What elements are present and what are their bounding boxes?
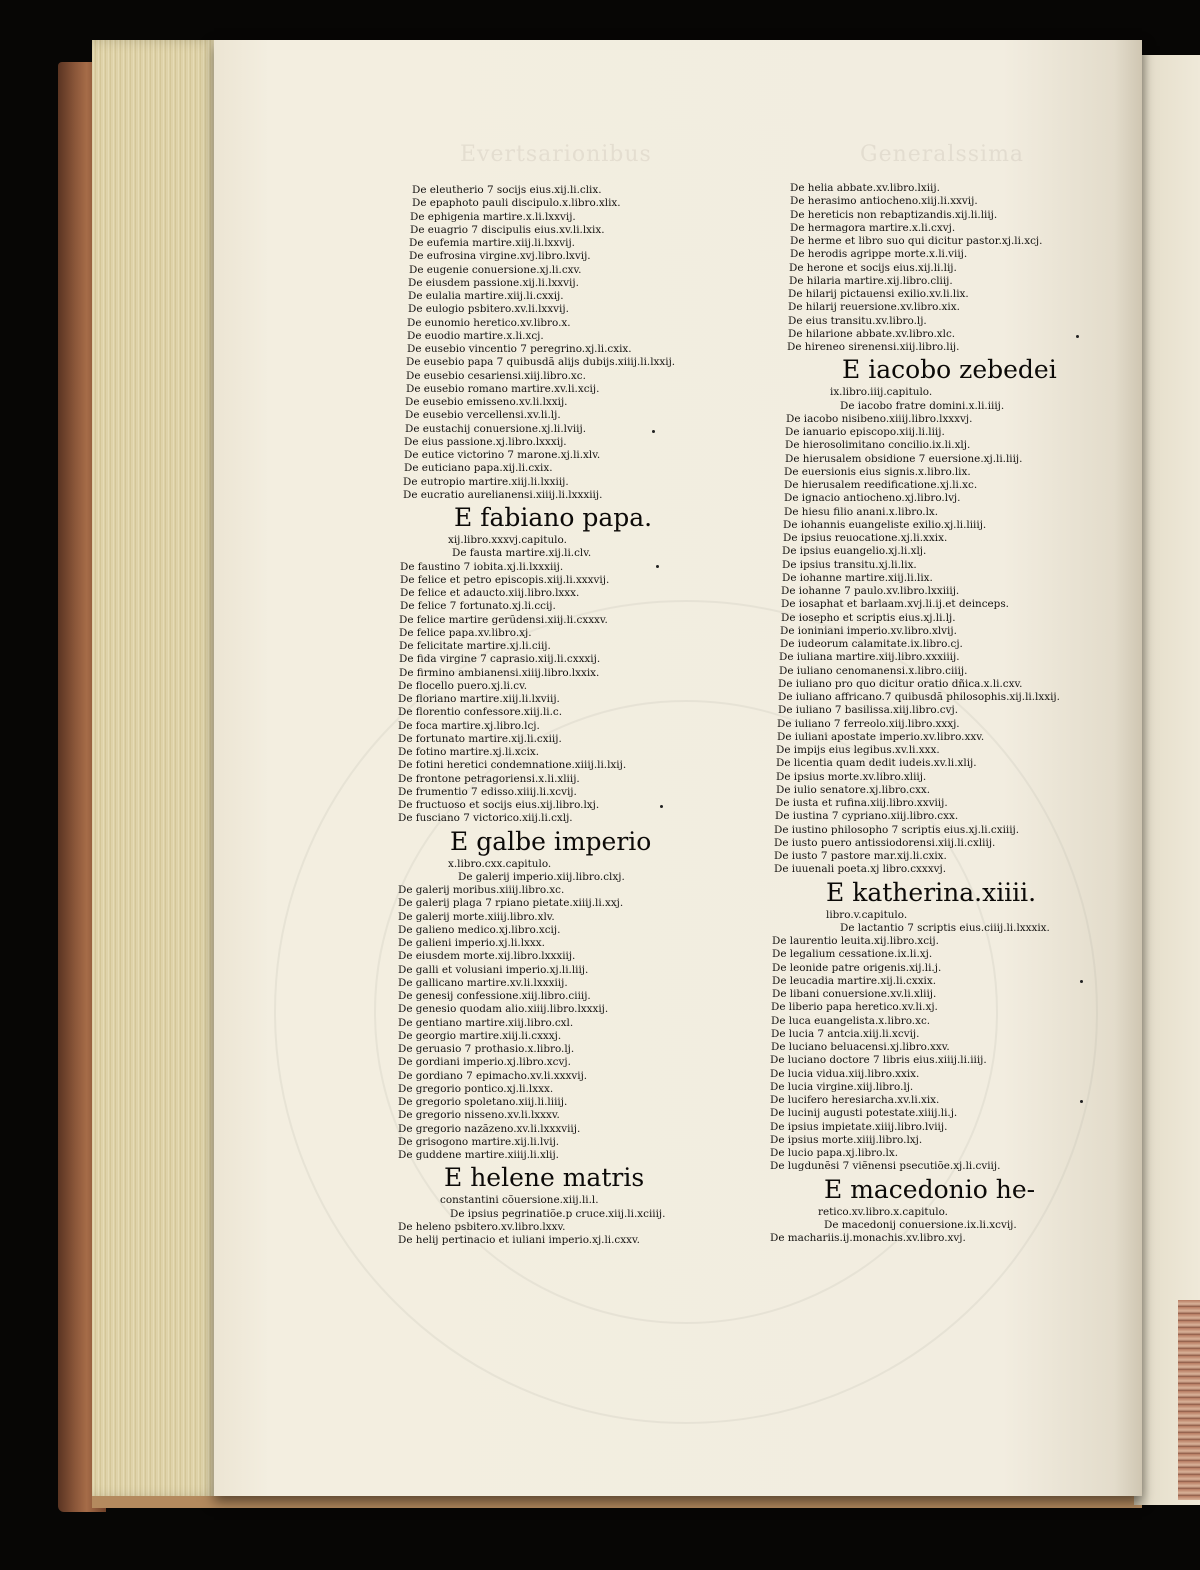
section-heading: E katherina.xiiii. <box>826 877 1037 907</box>
index-entry: De iudeorum calamitate.ix.libro.cj. <box>780 638 963 650</box>
index-entry: De iohanne 7 paulo.xv.libro.lxxiiij. <box>781 585 960 597</box>
section-heading: E galbe imperio <box>450 826 652 856</box>
index-entry: De iuliano cenomanensi.x.libro.ciiij. <box>779 664 968 677</box>
index-entry: De lucia vidua.xiij.libro.xxix. <box>770 1067 920 1080</box>
index-entry: De iacobo nisibeno.xiiij.libro.lxxxvj. <box>786 412 973 425</box>
index-entry: De gregorio spoletano.xiij.li.liiij. <box>398 1096 568 1108</box>
index-entry: De impijs eius legibus.xv.li.xxx. <box>776 744 940 756</box>
index-entry: De iohanne martire.xiij.li.lix. <box>782 571 933 584</box>
index-entry: De felicitate martire.xj.li.ciij. <box>399 640 551 652</box>
index-entry: De hilarione abbate.xv.libro.xlc. <box>788 327 956 340</box>
index-entry: De herasimo antiocheno.xiij.li.xxvij. <box>790 195 978 208</box>
index-entry: De ignacio antiocheno.xj.libro.lvj. <box>784 492 961 505</box>
index-entry: De iusto 7 pastore mar.xij.li.cxix. <box>774 850 947 862</box>
index-entry: De iustina 7 cypriano.xiij.libro.cxx. <box>775 810 959 823</box>
section-subheading: xij.libro.xxxvj.capitulo. <box>448 534 567 546</box>
index-entry: De eleutherio 7 socijs eius.xij.li.clix. <box>412 184 602 196</box>
index-entry: De lactantio 7 scriptis eius.ciiij.li.lxxxix. <box>840 921 1050 934</box>
index-entry: De iusta et rufina.xiij.libro.xxviij. <box>775 797 948 809</box>
index-entry: De hierusalem reedificatione.xj.li.xc. <box>784 479 978 491</box>
index-entry: De ioniniani imperio.xv.libro.xlvij. <box>780 624 957 637</box>
page-fore-edge <box>92 40 232 1506</box>
index-entry: De euodio martire.x.li.xcj. <box>407 329 544 342</box>
index-entry: De galieno medico.xj.libro.xcij. <box>398 923 561 936</box>
index-entry: De eufemia martire.xiij.li.lxxvij. <box>409 237 575 249</box>
index-entry: De iosepho et scriptis eius.xj.li.lj. <box>781 611 956 624</box>
index-entry: De genesij confessione.xiij.libro.ciiij. <box>398 990 591 1002</box>
section-subheading: ix.libro.iiij.capitulo. <box>830 386 933 399</box>
index-entry: De lugdunẽsi 7 viẽnensi psecutiõe.xj.li.cviij. <box>770 1160 1001 1173</box>
index-entry: De hierosolimitano concilio.ix.li.xlj. <box>785 439 971 452</box>
index-entry: De eulalia martire.xiij.li.cxxij. <box>408 290 564 302</box>
index-entry: De macedonij conuersione.ix.li.xcvij. <box>824 1218 1017 1231</box>
section-heading: E iacobo zebedei <box>842 355 1057 385</box>
index-entry: De lucinij augusti potestate.xiiij.li.j. <box>770 1107 958 1120</box>
index-entry: De frontone petragoriensi.x.li.xliij. <box>398 772 580 785</box>
index-entry: De helia abbate.xv.libro.lxiij. <box>790 182 940 194</box>
index-entry: De hermagora martire.x.li.cxvj. <box>790 221 956 234</box>
index-entry: De hilarij pictauensi exilio.xv.li.lix. <box>788 288 969 300</box>
index-entry: De eufrosina virgine.xvj.libro.lxvij. <box>409 250 591 263</box>
index-entry: De iuliano 7 ferreolo.xiij.libro.xxxj. <box>777 717 960 730</box>
index-entry: De fotini heretici condemnatione.xiiij.li.lxij. <box>398 759 627 772</box>
index-entry: De gregorio nazãzeno.xv.li.lxxxviij. <box>398 1122 581 1135</box>
index-column-right <box>770 182 1070 1245</box>
index-entry: De iuliani apostate imperio.xv.libro.xxv. <box>777 730 985 743</box>
index-entry: De galli et volusiani imperio.xj.li.liij. <box>398 963 589 976</box>
index-entry: De iuliano 7 basilissa.xiij.libro.cvj. <box>778 704 958 717</box>
index-entry: De herme et libro suo qui dicitur pastor.xj.li.xcj. <box>790 235 1043 247</box>
index-entry: De eius passione.xj.libro.lxxxij. <box>404 435 567 448</box>
index-entry: De lucia 7 antcia.xiij.li.xcvij. <box>771 1027 920 1040</box>
index-entry: De fusciano 7 victorico.xiij.li.cxlj. <box>398 812 573 825</box>
index-entry: De eunomio heretico.xv.libro.x. <box>407 316 571 329</box>
index-entry: De iustino philosopho 7 scriptis eius.xj.li.cxiiij. <box>774 823 1020 836</box>
index-entry: De libani conuersione.xv.li.xliij. <box>772 988 937 1000</box>
index-entry: De fausta martire.xij.li.clv. <box>452 547 592 560</box>
margin-dot <box>1080 980 1083 983</box>
index-entry: De euticiano papa.xij.li.cxix. <box>404 462 553 475</box>
section-heading: E helene matris <box>444 1163 645 1193</box>
index-entry: De foca martire.xj.libro.lcj. <box>398 719 540 732</box>
section-heading: E macedonio he- <box>824 1174 1036 1204</box>
index-entry: De gordiani imperio.xj.libro.xcvj. <box>398 1056 571 1069</box>
margin-dot <box>1076 335 1079 338</box>
index-entry: De lucio papa.xj.libro.lx. <box>770 1147 899 1159</box>
index-entry: De eutropio martire.xiij.li.lxxiij. <box>403 475 569 488</box>
index-entry: De galieni imperio.xj.li.lxxx. <box>398 937 545 949</box>
index-entry: De eugenie conuersione.xj.li.cxv. <box>409 263 582 276</box>
index-entry: De heleno psbitero.xv.libro.lxxv. <box>398 1220 566 1233</box>
index-entry: De gentiano martire.xiij.libro.cxl. <box>398 1016 574 1029</box>
index-entry: De eius transitu.xv.libro.lj. <box>788 314 927 327</box>
index-entry: De iacobo fratre domini.x.li.iiij. <box>840 399 1005 412</box>
index-entry: De epaphoto pauli discipulo.x.libro.xlix. <box>412 197 621 210</box>
index-entry: De luca euangelista.x.libro.xc. <box>771 1014 931 1027</box>
index-column-left <box>398 184 758 1247</box>
index-entry: De euagrio 7 discipulis eius.xv.li.lxix. <box>410 223 605 236</box>
index-entry: De hilaria martire.xij.libro.cliij. <box>789 274 953 287</box>
index-entry: De ipsius pegrinatiõe.p cruce.xiij.li.xciiij. <box>450 1207 666 1220</box>
margin-dot <box>1080 1100 1083 1103</box>
index-entry: De felice et petro episcopis.xiij.li.xxxvij. <box>400 573 610 586</box>
index-entry: De flocello puero.xj.li.cv. <box>398 679 528 692</box>
index-entry: De eusebio romano martire.xv.li.xcij. <box>406 382 600 395</box>
index-entry: De georgio martire.xiij.li.cxxxj. <box>398 1029 562 1042</box>
index-entry: De fortunato martire.xij.li.cxiij. <box>398 732 562 745</box>
index-entry: De felice martire gerũdensi.xiij.li.cxxxv. <box>399 613 608 626</box>
index-entry: De luciano doctore 7 libris eius.xiiij.li.iiij. <box>770 1054 987 1067</box>
index-entry: De ipsius euangelio.xj.li.xlj. <box>782 545 927 558</box>
index-entry: De iuliano pro quo dicitur oratio dñica.x.li.cxv. <box>778 677 1023 690</box>
index-entry: De genesio quodam alio.xiiij.libro.lxxxij. <box>398 1003 609 1016</box>
section-subheading: x.libro.cxx.capitulo. <box>448 857 552 870</box>
index-entry: De galerij imperio.xiij.libro.clxj. <box>458 870 625 883</box>
index-entry: De fida virgine 7 caprasio.xiij.li.cxxxij. <box>399 653 601 666</box>
index-entry: De leucadia martire.xij.li.cxxix. <box>772 974 937 987</box>
headband-ribbon <box>1178 1300 1200 1500</box>
index-entry: De florentio confessore.xiij.li.c. <box>398 706 563 719</box>
section-heading: E fabiano papa. <box>454 503 653 532</box>
index-entry: De ipsius transitu.xj.li.lix. <box>782 558 917 571</box>
index-entry: De iuliana martire.xiij.libro.xxxiiij. <box>779 651 960 664</box>
index-entry: De lucifero heresiarcha.xv.li.xix. <box>770 1094 940 1106</box>
index-entry: De eulogio psbitero.xv.li.lxxvij. <box>408 303 569 316</box>
index-entry: De leonide patre origenis.xij.li.j. <box>772 961 942 974</box>
index-entry: De geruasio 7 prothasio.x.libro.lj. <box>398 1043 575 1055</box>
index-entry: De liberio papa heretico.xv.li.xj. <box>771 1001 938 1014</box>
index-entry: De ipsius morte.xiiij.libro.lxj. <box>770 1133 923 1146</box>
index-entry: De eusebio emisseno.xv.li.lxxij. <box>405 396 568 408</box>
index-entry: De floriano martire.xiij.li.lxviij. <box>398 693 560 705</box>
index-entry: De felice 7 fortunato.xj.li.ccij. <box>400 600 556 613</box>
index-entry: De helij pertinacio et iuliani imperio.xj.li.cxxv. <box>398 1234 640 1246</box>
index-entry: De hireneo sirenensi.xiij.libro.lij. <box>787 341 960 353</box>
index-entry: De eusebio papa 7 quibusdã alijs dubijs.xiiij.li.lxxij. <box>406 356 676 369</box>
section-subheading: retico.xv.libro.x.capitulo. <box>818 1205 948 1218</box>
index-entry: De felice et adaucto.xiij.libro.lxxx. <box>400 587 580 599</box>
index-entry: De iohannis euangeliste exilio.xj.li.liiij. <box>783 518 987 531</box>
index-entry: De euersionis eius signis.x.libro.lix. <box>784 465 971 478</box>
index-entry: De hereticis non rebaptizandis.xij.li.liij. <box>790 208 998 221</box>
index-entry: De gordiano 7 epimacho.xv.li.xxxvij. <box>398 1069 588 1082</box>
index-entry: De lucia virgine.xiij.libro.lj. <box>770 1080 914 1093</box>
index-entry: De licentia quam dedit iudeis.xv.li.xlij. <box>776 757 977 770</box>
index-entry: De felice papa.xv.libro.xj. <box>399 626 532 639</box>
index-entry: De fotino martire.xj.li.xcix. <box>398 746 540 758</box>
index-entry: De eiusdem passione.xij.li.lxxvij. <box>408 276 579 289</box>
index-entry: De iosaphat et barlaam.xvj.li.ij.et deinceps. <box>781 598 1009 611</box>
index-entry: De eusebio vincentio 7 peregrino.xj.li.cxix. <box>407 343 632 355</box>
index-entry: De herodis agrippe morte.x.li.viij. <box>790 248 968 261</box>
index-entry: De hierusalem obsidione 7 euersione.xj.li.liij. <box>785 452 1023 465</box>
index-entry: De iusto puero antissiodorensi.xiij.li.cxliij. <box>774 836 996 849</box>
index-entry: De eustachij conuersione.xj.li.lviij. <box>405 422 587 435</box>
index-entry: De ipsius reuocatione.xj.li.xxix. <box>783 532 948 544</box>
index-entry: De herone et socijs eius.xij.li.lij. <box>789 261 957 274</box>
index-entry: De machariis.ij.monachis.xv.libro.xvj. <box>770 1232 966 1244</box>
running-head-right: Generalssima <box>860 142 1025 167</box>
index-entry: De eiusdem morte.xij.libro.lxxxiij. <box>398 950 576 963</box>
index-entry: De gallicano martire.xv.li.lxxxiij. <box>398 976 568 989</box>
index-entry: De eucratio aurelianensi.xiiij.li.lxxxiij. <box>403 488 603 501</box>
index-entry: De luciano beluacensi.xj.libro.xxv. <box>771 1041 950 1053</box>
facing-page-edge <box>1134 55 1200 1505</box>
index-entry: De legalium cessatione.ix.li.xj. <box>772 948 933 961</box>
index-entry: De galerij morte.xiiij.libro.xlv. <box>398 910 555 923</box>
page-bottom-edge <box>92 1496 1142 1508</box>
index-entry: De ianuario episcopo.xiij.li.liij. <box>785 426 945 438</box>
index-entry: De gregorio pontico.xj.li.lxxx. <box>398 1082 554 1095</box>
index-entry: De laurentio leuita.xij.libro.xcij. <box>772 935 939 947</box>
index-entry: De hilarij reuersione.xv.libro.xix. <box>788 301 960 314</box>
index-entry: De fructuoso et socijs eius.xij.libro.lxj. <box>398 799 600 811</box>
index-entry: De hiesu filio anani.x.libro.lx. <box>784 505 939 518</box>
index-entry: De grisogono martire.xij.li.lvij. <box>398 1135 560 1148</box>
section-subheading: libro.v.capitulo. <box>826 908 908 921</box>
index-entry: De guddene martire.xiiij.li.xlij. <box>398 1149 559 1161</box>
index-entry: De eusebio cesariensi.xiij.libro.xc. <box>406 369 586 382</box>
index-entry: De gregorio nisseno.xv.li.lxxxv. <box>398 1109 560 1122</box>
index-entry: De galerij plaga 7 rpiano pietate.xiiij.li.xxj. <box>398 897 624 910</box>
index-entry: De faustino 7 iobita.xj.li.lxxxiij. <box>400 560 564 573</box>
index-entry: De iuliano affricano.7 quibusdã philosophis.xij.li.lxxij. <box>778 691 1060 703</box>
index-entry: De frumentio 7 edisso.xiiij.li.xcvij. <box>398 785 577 798</box>
index-entry: De ephigenia martire.x.li.lxxvij. <box>410 210 576 223</box>
index-entry: De galerij moribus.xiiij.libro.xc. <box>398 884 565 896</box>
index-entry: De eusebio vercellensi.xv.li.lj. <box>405 409 561 422</box>
index-entry: De eutice victorino 7 marone.xj.li.xlv. <box>404 449 601 461</box>
index-entry: De firmino ambianensi.xiiij.libro.lxxix. <box>399 666 600 679</box>
index-entry: De ipsius morte.xv.libro.xliij. <box>776 770 927 783</box>
index-entry: De ipsius impietate.xiiij.libro.lviij. <box>770 1120 948 1133</box>
section-subheading: constantini cõuersione.xiij.li.l. <box>440 1194 599 1207</box>
index-entry: De iuuenali poeta.xj libro.cxxxvj. <box>774 863 947 876</box>
index-entry: De iulio senatore.xj.libro.cxx. <box>776 783 931 796</box>
running-head-left: Evertsarionibus <box>460 142 652 167</box>
